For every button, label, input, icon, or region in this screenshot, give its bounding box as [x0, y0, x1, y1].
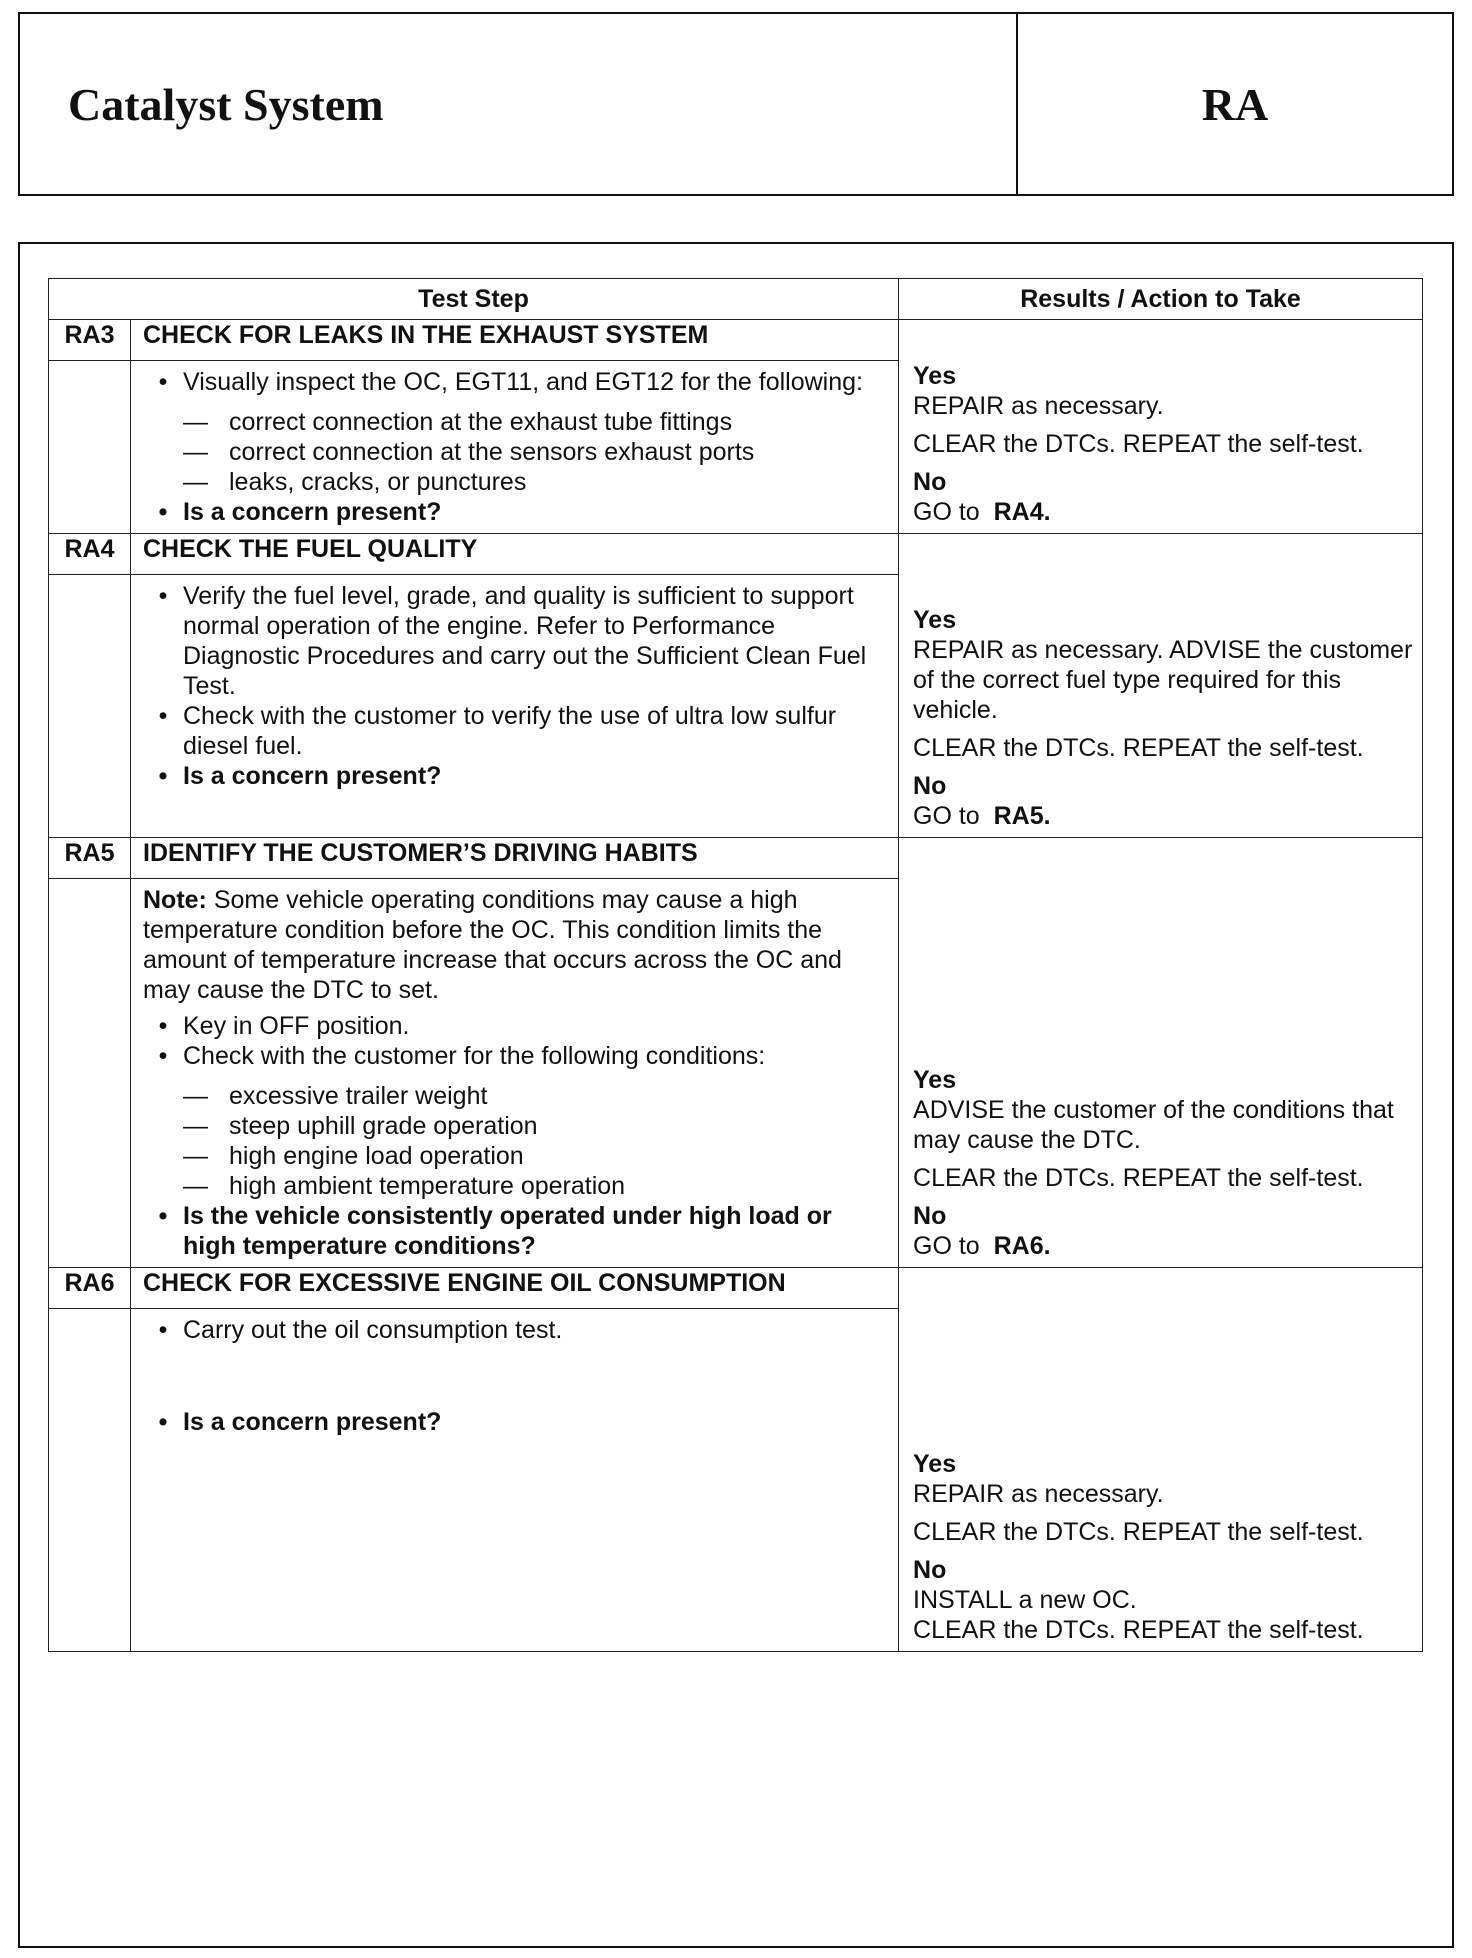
dash-icon: —: [183, 1142, 208, 1170]
yes-label: Yes: [913, 1066, 957, 1094]
yes-label: Yes: [913, 1450, 957, 1478]
step-reference: RA6.: [993, 1232, 1051, 1260]
step-instruction: Visually inspect the OC, EGT11, and EGT12 for the following:: [183, 368, 863, 396]
no-action: [913, 801, 1418, 831]
no-goto: GO to: [913, 1232, 980, 1260]
yes-action: CLEAR the DTCs. REPEAT the self-test.: [913, 1518, 1364, 1546]
dash-icon: —: [183, 1082, 208, 1110]
yes-action: REPAIR as necessary.: [913, 1480, 1164, 1508]
condition-item: excessive trailer weight: [229, 1082, 488, 1110]
no-label: No: [913, 1556, 947, 1584]
dash-icon: —: [183, 408, 208, 436]
step-ra6-title-row: [49, 1268, 1423, 1309]
no-goto: GO to: [913, 498, 980, 526]
step-instruction: Check with the customer to verify the use of ultra low sulfur diesel fuel.: [183, 702, 837, 760]
step-ra5-title-row: [49, 838, 1423, 879]
step-question: Is a concern present?: [183, 762, 442, 790]
step-ra4-title-row: [49, 534, 1423, 575]
step-body: [131, 1309, 899, 1652]
step-body: [131, 575, 899, 838]
step-instruction: Verify the fuel level, grade, and quality is sufficient to support normal operation of the engine. Refer to Performance Diagnostic Procedures and carry out the Sufficient Clean Fuel Test.: [183, 582, 867, 700]
condition-item: high engine load operation: [229, 1142, 524, 1170]
bullet-icon: •: [158, 1408, 168, 1436]
page-header: [18, 12, 1454, 196]
yes-action: CLEAR the DTCs. REPEAT the self-test.: [913, 1164, 1364, 1192]
step-title: IDENTIFY THE CUSTOMER’S DRIVING HABITS: [131, 838, 899, 879]
bullet-icon: •: [158, 498, 168, 526]
step-instruction: Carry out the oil consumption test.: [183, 1316, 563, 1344]
condition-item: high ambient temperature operation: [229, 1172, 626, 1200]
dash-icon: —: [183, 468, 208, 496]
condition-item: correct connection at the exhaust tube fittings: [229, 408, 733, 436]
no-action: CLEAR the DTCs. REPEAT the self-test.: [913, 1616, 1364, 1644]
no-action: [913, 497, 1418, 527]
step-reference: RA5.: [993, 802, 1051, 830]
step-note: [143, 885, 890, 1005]
step-question: Is a concern present?: [183, 498, 442, 526]
note-text: Some vehicle operating conditions may cause a high temperature condition before the OC. This condition limits the amount of temperature increase that occurs across the OC and may cause the DTC to set.: [143, 886, 842, 1004]
yes-action: CLEAR the DTCs. REPEAT the self-test.: [913, 430, 1364, 458]
note-label: Note:: [143, 886, 207, 914]
bullet-icon: •: [158, 1316, 168, 1344]
yes-action: ADVISE the customer of the conditions that may cause the DTC.: [913, 1096, 1394, 1154]
condition-item: correct connection at the sensors exhaust ports: [229, 438, 755, 466]
step-ra3-title-row: [49, 320, 1423, 361]
bullet-icon: •: [158, 762, 168, 790]
step-body: [131, 879, 899, 1268]
table-header-row: [49, 279, 1423, 320]
bullet-icon: •: [158, 702, 168, 730]
step-title: CHECK THE FUEL QUALITY: [131, 534, 899, 575]
no-label: No: [913, 1202, 947, 1230]
step-title: CHECK FOR EXCESSIVE ENGINE OIL CONSUMPTION: [131, 1268, 899, 1309]
yes-action: REPAIR as necessary.: [913, 392, 1164, 420]
test-step-table: [48, 278, 1423, 1652]
step-reference: RA4.: [993, 498, 1051, 526]
step-title: CHECK FOR LEAKS IN THE EXHAUST SYSTEM: [131, 320, 899, 361]
results-header: Results / Action to Take: [899, 279, 1423, 320]
step-result: [899, 1268, 1423, 1652]
bullet-icon: •: [158, 1202, 168, 1230]
condition-item: leaks, cracks, or punctures: [229, 468, 527, 496]
yes-action: REPAIR as necessary. ADVISE the customer of the correct fuel type required for this vehicle.: [913, 636, 1413, 724]
step-id: RA4: [49, 534, 131, 575]
step-id: RA3: [49, 320, 131, 361]
step-result: [899, 838, 1423, 1268]
step-instruction: Key in OFF position.: [183, 1012, 410, 1040]
condition-item: steep uphill grade operation: [229, 1112, 538, 1140]
test-step-header: Test Step: [49, 279, 899, 320]
no-action: INSTALL a new OC.: [913, 1586, 1137, 1614]
bullet-icon: •: [158, 582, 168, 610]
yes-action: CLEAR the DTCs. REPEAT the self-test.: [913, 734, 1364, 762]
step-id: RA6: [49, 1268, 131, 1309]
step-result: [899, 320, 1423, 534]
step-instruction: Check with the customer for the following conditions:: [183, 1042, 766, 1070]
bullet-icon: •: [158, 1042, 168, 1070]
step-question: Is a concern present?: [183, 1408, 442, 1436]
dash-icon: —: [183, 1172, 208, 1200]
no-label: No: [913, 772, 947, 800]
bullet-icon: •: [158, 1012, 168, 1040]
bullet-icon: •: [158, 368, 168, 396]
section-code: RA: [1016, 14, 1452, 194]
step-question: Is the vehicle consistently operated under high load or high temperature conditions?: [183, 1202, 832, 1260]
step-result: [899, 534, 1423, 838]
yes-label: Yes: [913, 606, 957, 634]
page-title: Catalyst System: [68, 78, 384, 130]
dash-icon: —: [183, 1112, 208, 1140]
no-goto: GO to: [913, 802, 980, 830]
no-action: [913, 1231, 1418, 1261]
step-id: RA5: [49, 838, 131, 879]
step-body: [131, 361, 899, 534]
dash-icon: —: [183, 438, 208, 466]
yes-label: Yes: [913, 362, 957, 390]
no-label: No: [913, 468, 947, 496]
